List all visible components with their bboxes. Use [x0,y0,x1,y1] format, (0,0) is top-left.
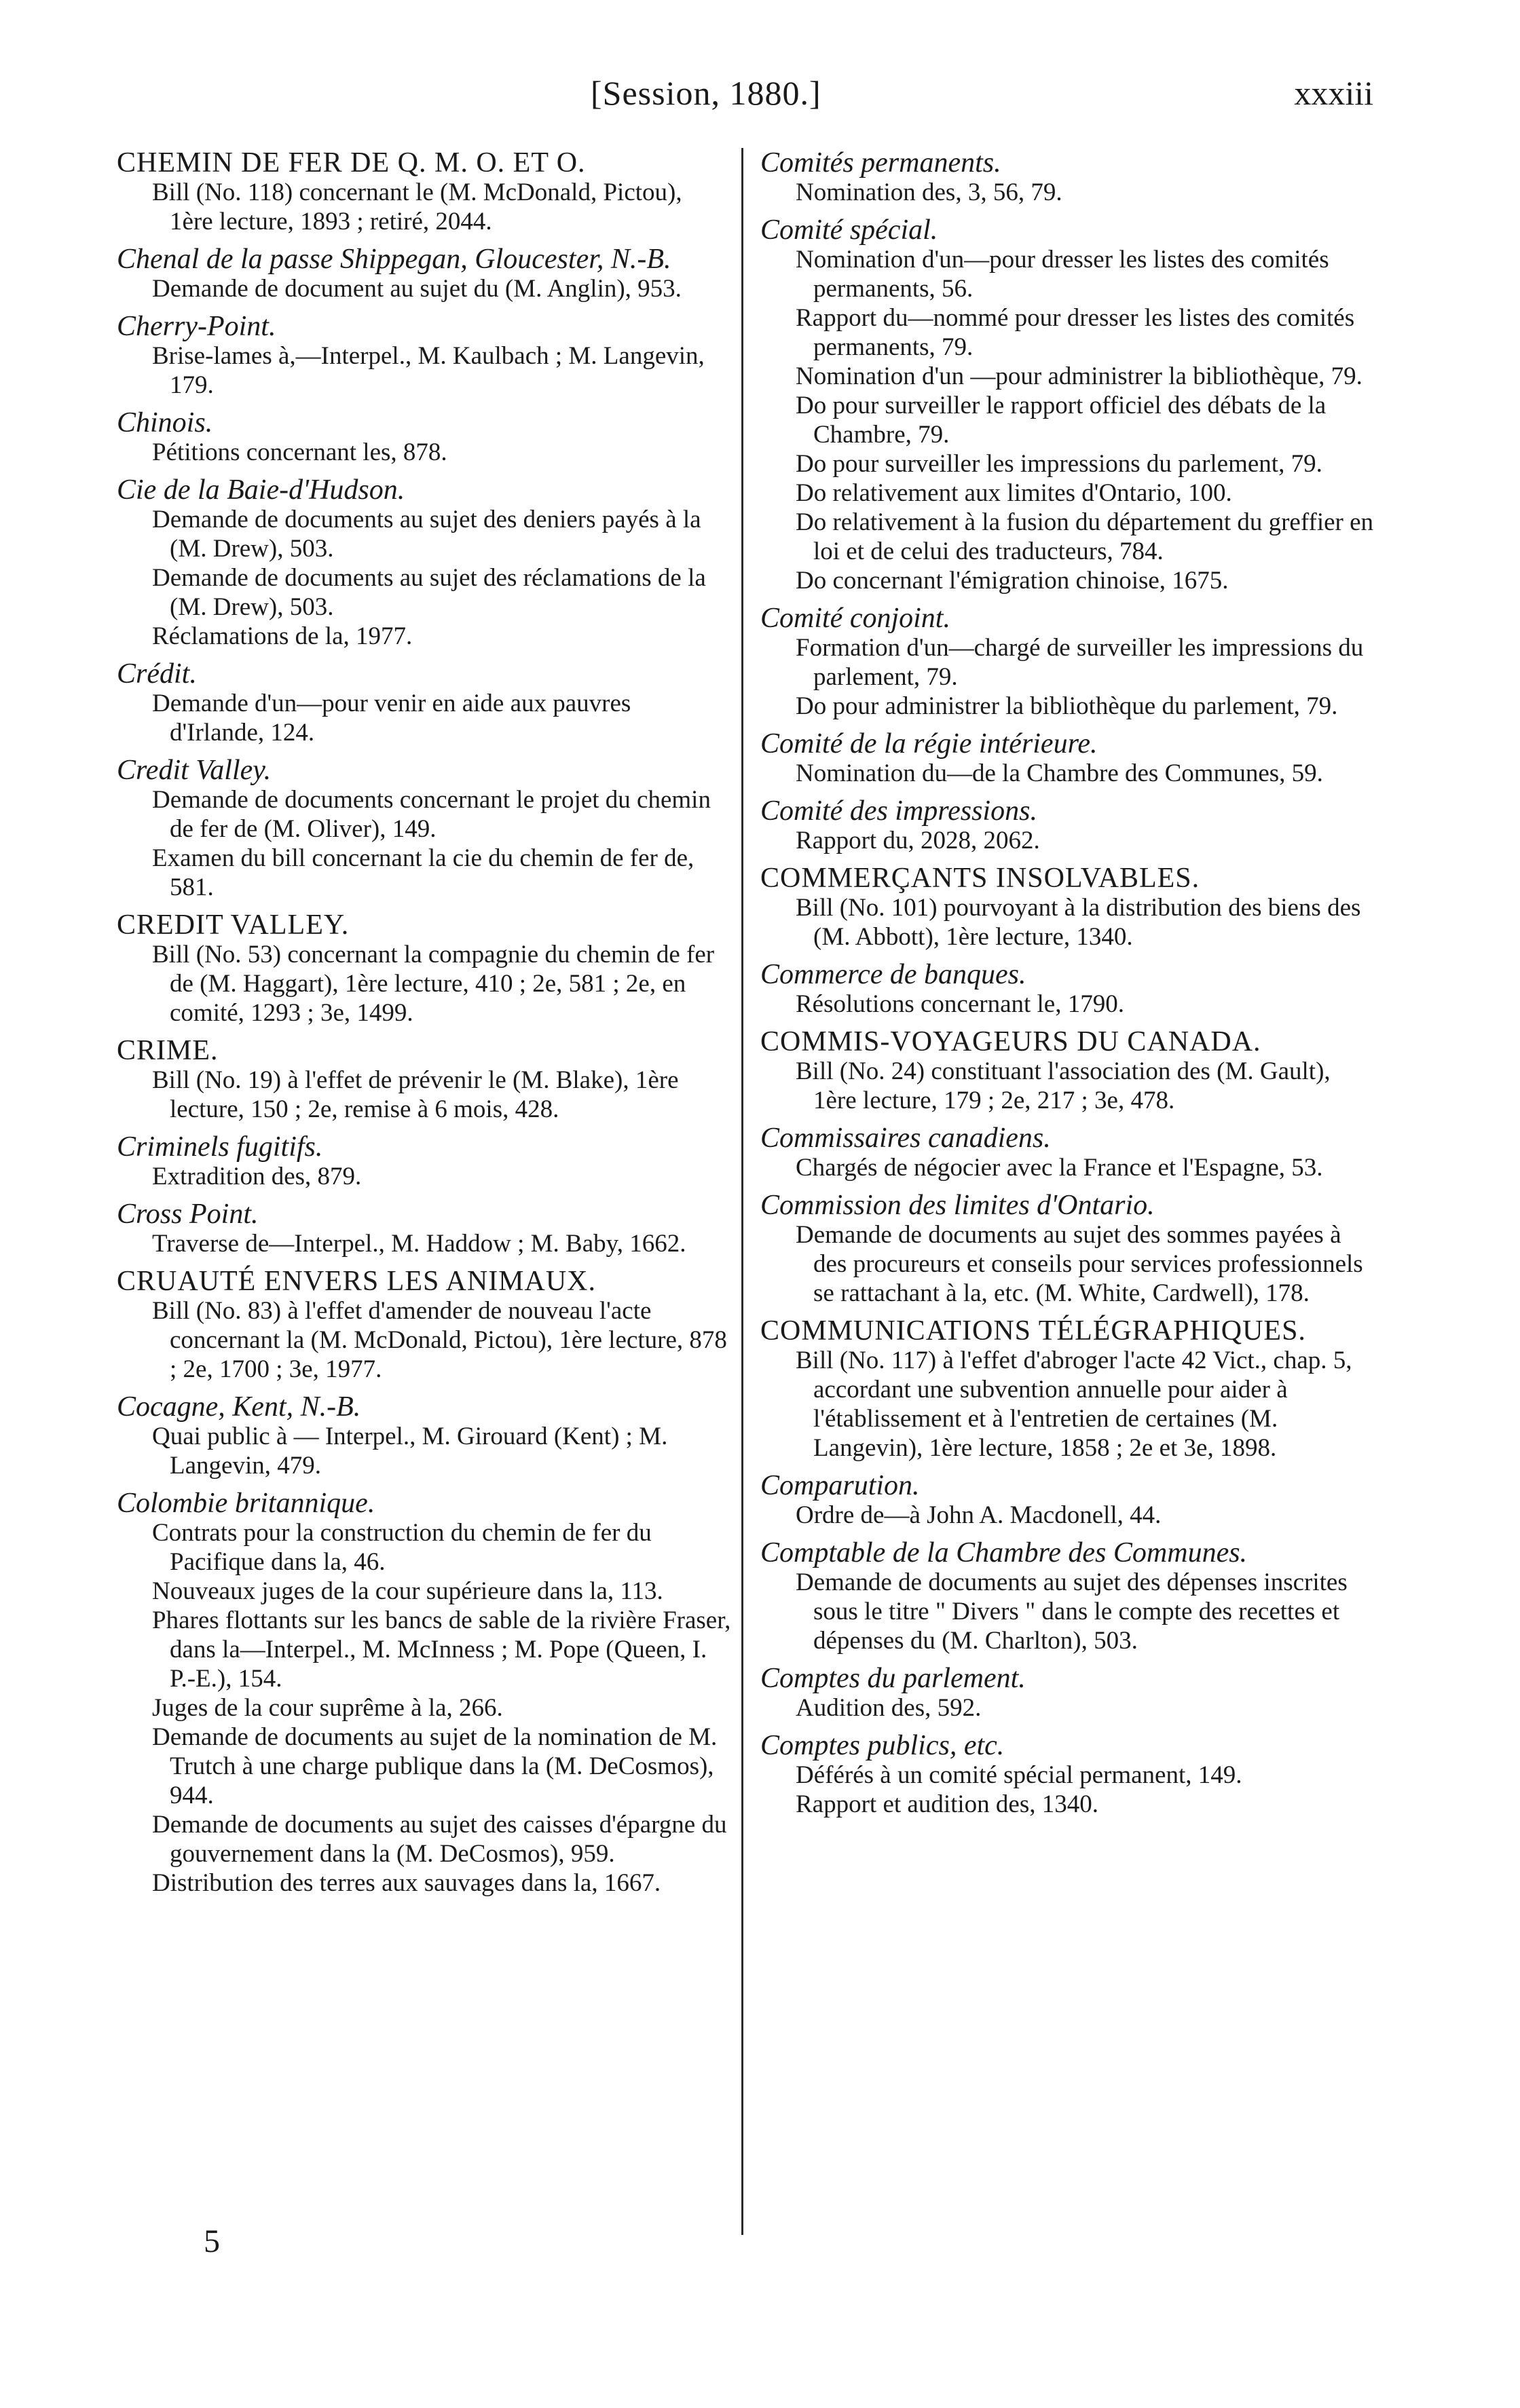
index-entry [760,1731,1375,1819]
entry-reference: Nomination des, 3, 56, 79. [796,178,1062,206]
entry-reference: Demande de documents au sujet des réclamations de la (M. Drew), 503. [152,564,706,621]
index-entry [760,603,1375,721]
entry-reference: Demande de documents au sujet des caisses d'épargne du gouvernement dans la (M. DeCosmos), 959. [152,1811,727,1868]
right-column [760,148,1375,1827]
entry-reference: Chargés de négocier avec la France et l'Espagne, 53. [796,1154,1323,1182]
entry-heading: CHEMIN DE FER DE Q. M. O. ET O. [117,147,586,178]
index-entry [760,863,1375,952]
index-entry [760,796,1375,855]
entry-heading: Commerce de banques. [760,959,1026,990]
entry-reference: Nomination d'un —pour administrer la bibliothèque, 79. [796,362,1363,390]
roman-page-number: xxxiii [1294,74,1373,112]
entry-heading: Colombie britannique. [117,1488,375,1519]
page-header [0,73,1520,128]
entry-reference: Demande de documents au sujet des deniers payés à la (M. Drew), 503. [152,506,701,563]
entry-heading: Comité de la régie intérieure. [760,728,1098,759]
entry-heading: Comparution. [760,1470,920,1501]
entry-reference: Bill (No. 19) à l'effet de prévenir le (M. Blake), 1ère lecture, 150 ; 2e, remise à 6 mois, 428. [152,1066,679,1123]
entry-heading: COMMUNICATIONS TÉLÉGRAPHIQUES. [760,1315,1306,1347]
index-entry [117,475,731,651]
entry-reference: Juges de la cour suprême à la, 266. [152,1694,503,1722]
entry-reference: Demande de documents au sujet des sommes payées à des procureurs et conseils pour services professionnels se rattachant à la, etc. (M. White, Cardwell), 178. [796,1221,1363,1307]
entry-reference: Demande de document au sujet du (M. Anglin), 953. [152,275,682,303]
index-entry [117,1132,731,1191]
entry-heading: Chinois. [117,407,213,438]
entry-reference: Do pour surveiller le rapport officiel des débats de la Chambre, 79. [796,392,1327,449]
entry-reference: Distribution des terres aux sauvages dans la, 1667. [152,1869,661,1897]
entry-heading: CRIME. [117,1035,219,1066]
entry-reference: Bill (No. 117) à l'effet d'abroger l'acte 42 Vict., chap. 5, accordant une subvention annuelle pour aider à l'établissement et à l'entretien de certaines (M. Langevin), 1ère lecture, 1858 ; 2e et 3e, 1898. [796,1347,1352,1462]
entry-reference: Rapport du, 2028, 2062. [796,827,1040,854]
entry-reference: Phares flottants sur les bancs de sable de la rivière Fraser, dans la—Interpel., M. McInness ; M. Pope (Queen, I. P.-E.), 154. [152,1606,731,1693]
entry-reference: Do pour administrer la bibliothèque du parlement, 79. [796,692,1338,720]
entry-reference: Do relativement à la fusion du département du greffier en loi et de celui des traducteurs, 784. [796,508,1374,565]
index-entry [117,244,731,303]
entry-heading: CRUAUTÉ ENVERS LES ANIMAUX. [117,1266,597,1297]
index-entry [760,1316,1375,1463]
entry-reference: Brise-lames à,—Interpel., M. Kaulbach ; M. Langevin, 179. [152,342,705,399]
entry-reference: Demande d'un—pour venir en aide aux pauvres d'Irlande, 124. [152,690,631,747]
entry-reference: Nouveaux juges de la cour supérieure dans la, 113. [152,1577,663,1605]
entry-heading: Comptable de la Chambre des Communes. [760,1537,1248,1568]
session-header: [Session, 1880.] [591,74,821,112]
index-entry [117,408,731,467]
column-divider [741,148,743,2235]
index-entry [760,1471,1375,1530]
index-entry [117,1199,731,1258]
index-entry [117,659,731,747]
entry-heading: CREDIT VALLEY. [117,909,350,941]
entry-reference: Bill (No. 24) constituant l'association des (M. Gault), 1ère lecture, 179 ; 2e, 217 ; 3e, 478. [796,1057,1331,1114]
entry-reference: Nomination du—de la Chambre des Communes, 59. [796,759,1323,787]
left-column [117,148,731,1906]
entry-heading: Cocagne, Kent, N.-B. [117,1391,361,1423]
entry-reference: Do relativement aux limites d'Ontario, 100. [796,479,1232,507]
page-number: 5 [204,2223,220,2259]
entry-reference: Do concernant l'émigration chinoise, 1675. [796,567,1229,595]
entry-heading: Credit Valley. [117,755,272,786]
entry-heading: Chenal de la passe Shippegan, Gloucester, N.-B. [117,244,671,275]
entry-reference: Do pour surveiller les impressions du parlement, 79. [796,450,1322,478]
entry-reference: Réclamations de la, 1977. [152,622,413,650]
entry-heading: Criminels fugitifs. [117,1131,323,1163]
entry-heading: Comité des impressions. [760,795,1037,827]
entry-heading: COMMERÇANTS INSOLVABLES. [760,863,1200,894]
entry-reference: Bill (No. 53) concernant la compagnie du chemin de fer de (M. Haggart), 1ère lecture, 410 ; 2e, 581 ; 2e, en comité, 1293 ; 3e, 1499. [152,941,715,1027]
entry-heading: Crédit. [117,658,197,690]
entry-reference: Résolutions concernant le, 1790. [796,990,1124,1018]
index-entry [760,1190,1375,1308]
entry-reference: Contrats pour la construction du chemin de fer du Pacifique dans la, 46. [152,1519,652,1576]
index-entry [117,1392,731,1480]
entry-heading: Commissaires canadiens. [760,1123,1051,1154]
entry-reference: Audition des, 592. [796,1694,982,1722]
index-entry [760,1538,1375,1655]
index-entry [760,1027,1375,1115]
entry-reference: Nomination d'un—pour dresser les listes des comités permanents, 56. [796,246,1329,303]
index-entry [760,148,1375,207]
entry-reference: Pétitions concernant les, 878. [152,438,447,466]
index-entry [117,755,731,902]
entry-reference: Formation d'un—chargé de surveiller les impressions du parlement, 79. [796,634,1364,691]
index-entry [117,1266,731,1384]
entry-reference: Demande de documents concernant le projet du chemin de fer de (M. Oliver), 149. [152,786,711,843]
entry-reference: Bill (No. 101) pourvoyant à la distribution des biens des (M. Abbott), 1ère lecture, 1340. [796,894,1361,951]
entry-reference: Examen du bill concernant la cie du chemin de fer de, 581. [152,844,694,901]
entry-reference: Demande de documents au sujet de la nomination de M. Trutch à une charge publique dans la (M. DeCosmos), 944. [152,1723,718,1809]
entry-heading: Commission des limites d'Ontario. [760,1190,1155,1221]
entry-heading: Cherry-Point. [117,311,276,342]
entry-reference: Extradition des, 879. [152,1163,362,1190]
entry-reference: Quai public à — Interpel., M. Girouard (Kent) ; M. Langevin, 479. [152,1423,668,1480]
entry-heading: Comités permanents. [760,147,1001,178]
entry-reference: Bill (No. 83) à l'effet d'amender de nouveau l'acte concernant la (M. McDonald, Pictou), 1ère lecture, 878 ; 2e, 1700 ; 3e, 1977. [152,1297,727,1383]
entry-heading: COMMIS-VOYAGEURS DU CANADA. [760,1026,1261,1057]
entry-reference: Traverse de—Interpel., M. Haddow ; M. Baby, 1662. [152,1230,686,1258]
entry-heading: Comité spécial. [760,214,938,246]
entry-reference: Bill (No. 118) concernant le (M. McDonald, Pictou), 1ère lecture, 1893 ; retiré, 2044. [152,178,682,236]
index-entry [117,1488,731,1898]
entry-heading: Comité conjoint. [760,603,950,634]
entry-reference: Déférés à un comité spécial permanent, 149. [796,1761,1242,1789]
index-entry [117,312,731,400]
index-entry [117,148,731,236]
index-entry [760,1123,1375,1182]
entry-reference: Ordre de—à John A. Macdonell, 44. [796,1501,1162,1529]
index-entry [760,729,1375,788]
index-entry [760,215,1375,595]
index-entry [760,960,1375,1019]
entry-heading: Comptes publics, etc. [760,1730,1005,1761]
entry-heading: Comptes du parlement. [760,1663,1026,1694]
entry-heading: Cross Point. [117,1199,259,1230]
entry-reference: Demande de documents au sujet des dépenses inscrites sous le titre " Divers " dans le compte des recettes et dépenses du (M. Charlton), 503. [796,1568,1348,1655]
index-entry [117,910,731,1028]
index-entry [760,1663,1375,1723]
entry-reference: Rapport et audition des, 1340. [796,1790,1098,1818]
index-entry [117,1036,731,1124]
entry-heading: Cie de la Baie-d'Hudson. [117,474,405,506]
entry-reference: Rapport du—nommé pour dresser les listes des comités permanents, 79. [796,304,1355,361]
